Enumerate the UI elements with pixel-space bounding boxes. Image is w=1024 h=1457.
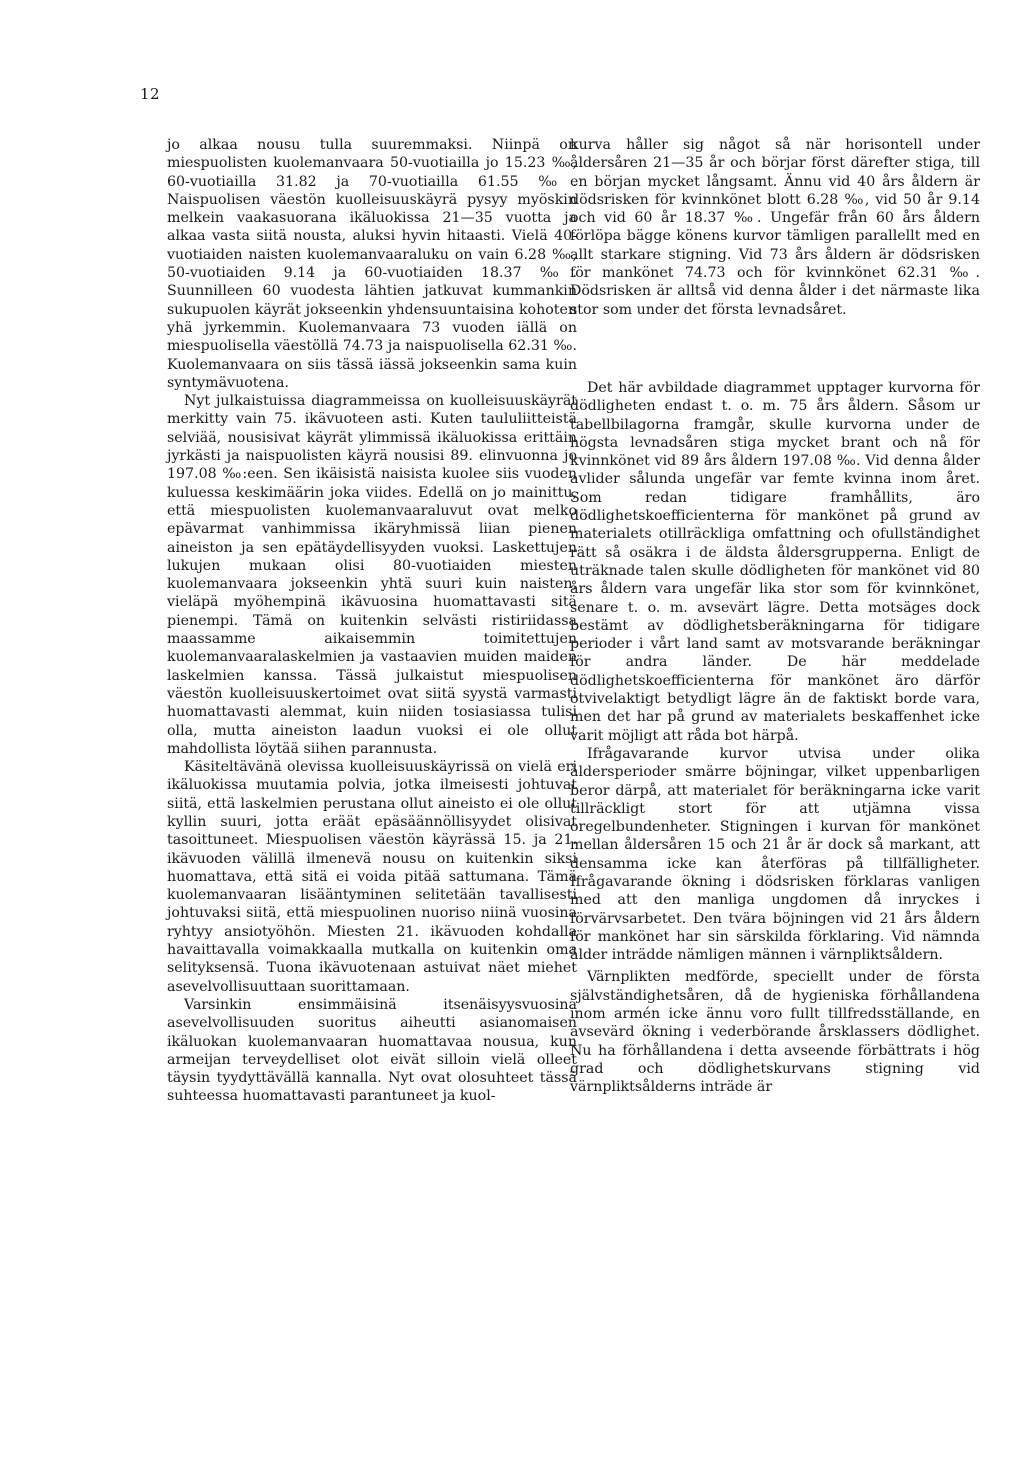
page-number: 12 — [140, 85, 161, 103]
right-paragraph-4: Värnplikten medförde, speciellt under de första självständighetsåren, då de hygieniska förhållandena inom armén icke ännu voro fullt tillfredsställande, en avsevärd ökning i vederbörande årsklassers dödlighet. Nu ha förhållandena i detta avseende förbättrats i hög grad och dödlighetskurvans stigning vid värnpliktsålderns inträde är — [570, 969, 980, 1096]
right-column — [570, 136, 980, 1097]
left-paragraph-2: Nyt julkaistuissa diagrammeissa on kuolleisuuskäyrät merkitty vain 75. ikävuoteen asti. Kuten taululiitteistä selviää, nousisivat käyrät ylimmissä ikäluokissa erittäin jyrkästi ja naispuolisten käyrä nousisi 89. elinvuonna jo 197.08 ‰:een. Sen ikäisistä naisista kuolee siis vuoden kuluessa keskimäärin joka viides. Edellä on jo mainittu, että miespuolisten kuolemanvaaraluvut ovat melko epävarmat vanhimmissa ikäryhmissä liian pienen aineiston ja sen epätäydellisyyden vuoksi. Laskettujen lukujen mukaan olisi 80-vuotiaiden miesten kuolemanvaara jokseenkin yhtä suuri kuin naisten, vieläpä myöhempinä ikävuosina huomattavasti sitä pienempi. Tämä on kuitenkin selvästi ristiriidassa maassamme aikaisemmin toimitettujen kuolemanvaaralaskelmien ja vastaavien muiden maiden laskelmien kanssa. Tässä julkaistut miespuolisen väestön kuolleisuuskertoimet ovat siitä syystä varmasti huomattavasti alemmat, kuin niiden tosiasiassa tulisi olla, mutta aineiston laadun vuoksi ei ole ollut mahdollista löytää siihen parannusta. — [167, 393, 577, 757]
left-column — [167, 136, 577, 1106]
left-paragraph-3: Käsiteltävänä olevissa kuolleisuuskäyrissä on vielä eri ikäluokissa muutamia polvia, jotka ilmeisesti johtuvat siitä, että laskelmien perustana ollut aineisto ei ole ollut kyllin suuri, jotta eräät epäsäännöllisyydet olisivat tasoittuneet. Miespuolisen väestön käyrässä 15. ja 21. ikävuoden välillä ilmenevä nousu on kuitenkin siksi huomattava, että sitä ei voida pitää sattumana. Tämä kuolemanvaaran lisääntyminen selitetään tavallisesti johtuvaksi siitä, että miespuolinen nuoriso niinä vuosina ryhtyy ansiotyöhön. Miesten 21. ikävuoden kohdalla havaittavalla voimakkaalla mutkalla on kuitenkin oma selityksensä. Tuona ikävuotenaan astuivat näet miehet asevelvollisuuttaan suorittamaan. — [167, 759, 577, 995]
left-paragraph-1: jo alkaa nousu tulla suuremmaksi. Niinpä on miespuolisten kuolemanvaara 50-vuotiailla jo 15.23 ‰, 60-vuotiailla 31.82 ja 70-vuotiailla 61.55 ‰. Naispuolisen väestön kuolleisuuskäyrä pysyy myöskin melkein vaakasuorana ikäluokissa 21—35 vuotta ja alkaa vasta siitä nousta, aluksi hyvin hitaasti. Vielä 40-vuotiaiden naisten kuolemanvaaraluku on vain 6.28 ‰, 50-vuotiaiden 9.14 ja 60-vuotiaiden 18.37 ‰. Suunnilleen 60 vuodesta lähtien jatkuvat kummankin sukupuolen käyrät jokseenkin yhdensuuntaisina kohoten yhä jyrkemmin. Kuolemanvaara 73 vuoden iällä on miespuolisella väestöllä 74.73 ja naispuolisella 62.31 ‰. Kuolemanvaara on siis tässä iässä jokseenkin sama kuin syntymävuotena. — [167, 137, 577, 391]
left-paragraph-4: Varsinkin ensimmäisinä itsenäisyysvuosina asevelvollisuuden suoritus aiheutti asianomaisen ikäluokan kuolemanvaaran huomattavaa nousua, kun armeijan terveydelliset olot eivät silloin vielä olleet täysin tyydyttävällä kannalla. Nyt ovat olosuhteet tässä suhteessa huomattavasti parantuneet ja kuol- — [167, 996, 577, 1105]
right-paragraph-2: Det här avbildade diagrammet upptager kurvorna för dödligheten endast t. o. m. 75 års åldern. Såsom ur tabellbilagorna framgår, skulle kurvorna under de högsta levnadsåren stiga mycket brant och nå för kvinnkönet vid 89 års åldern 197.08 ‰. Vid denna ålder avlider sålunda ungefär var femte kvinna inom året. Som redan tidigare framhållits, äro dödlighetskoefficienterna för mankönet på grund av materialets otillräckliga omfattning och ofullständighet rätt så osäkra i de äldsta åldersgrupperna. Enligt de uträknade talen skulle dödligheten för mankönet vid 80 års åldern vara ungefär lika stor som för kvinnkönet, senare t. o. m. avsevärt lägre. Detta motsäges dock bestämt av dödlighetsberäkningarna för tidigare perioder i vårt land samt av motsvarande beräkningar för andra länder. De här meddelade dödlighetskoefficienterna för mankönet äro därför otvivelaktigt betydligt lägre än de faktiskt borde vara, men det har på grund av materialets beskaffenhet icke varit möjligt att råda bot härpå. — [570, 379, 980, 744]
right-paragraph-3: Ifrågavarande kurvor utvisa under olika åldersperioder smärre böjningar, vilket uppenbarligen beror därpå, att materialet för beräkningarna icke varit tillräckligt stort för att utjämna vissa oregelbundenheter. Stigningen i kurvan för mankönet mellan åldersåren 15 och 21 år är dock så markant, att densamma icke kan återföras på tillfälligheter. Ifrågavarande ökning i dödsrisken förklaras vanligen med att den manliga ungdomen då inryckes i förvärvsarbetet. Den tvära böjningen vid 21 års åldern för mankönet har sin särskilda förklaring. Vid nämnda ålder inträdde nämligen männen i värnpliktsåldern. — [570, 745, 980, 964]
right-paragraph-1: kurva håller sig något så när horisontell under åldersåren 21—35 år och börjar först därefter stiga, till en början mycket långsamt. Ännu vid 40 års åldern är dödsrisken för kvinnkönet blott 6.28 ‰, vid 50 år 9.14 och vid 60 år 18.37 ‰. Ungefär från 60 års åldern förlöpa bägge könens kurvor tämligen parallellt med en allt starkare stigning. Vid 73 års åldern är dödsrisken för mankönet 74.73 och för kvinnkönet 62.31 ‰. Dödsrisken är alltså vid denna ålder i det närmaste lika stor som under det första levnadsåret. — [570, 137, 980, 318]
